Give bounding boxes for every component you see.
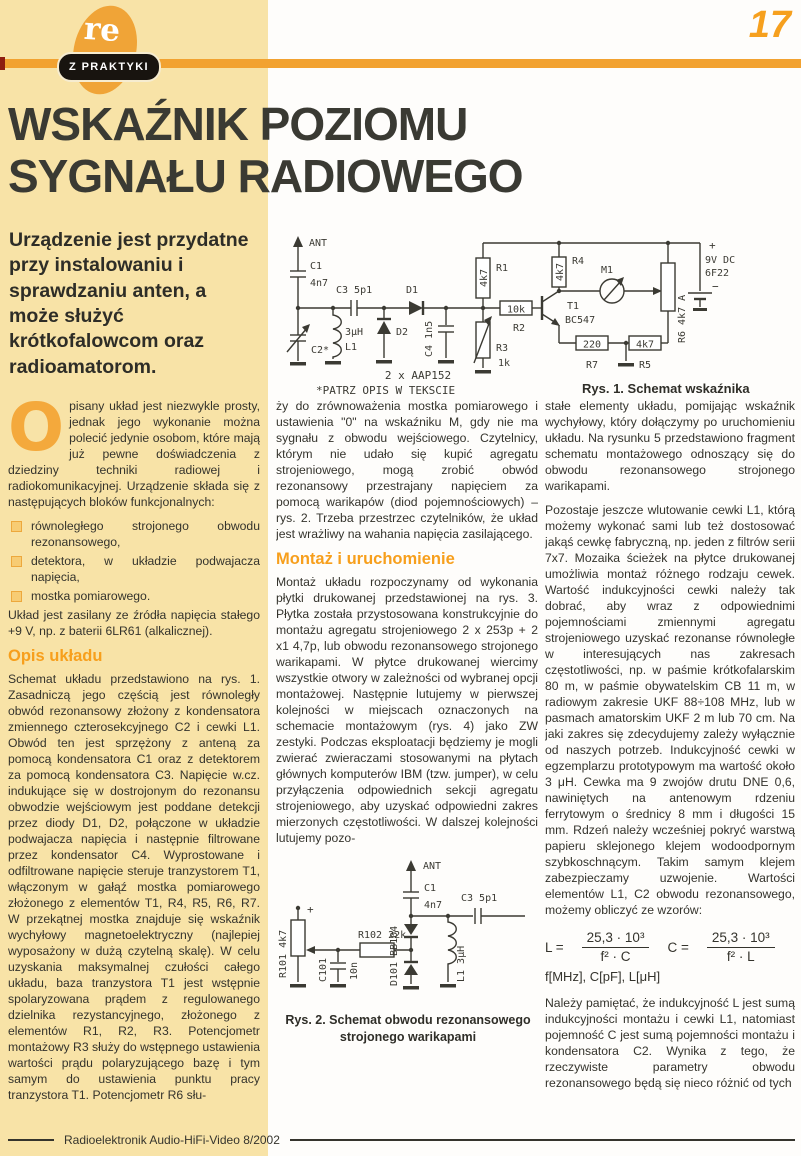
balance-paragraph: ży do zrównoważenia mostka pomiarowego i ustawienia "0" na wskaźniku M, gdy nie ma sygnału z obwodu wejściowego. Czytelnicy, którym nie udało się kupić agregatu strojeniowego, mogą zrobić obwód rezonansowy przestrajany napięciem za pomocą warikapów (diod pojemnościowych) – rys. 2. Trzeba przestrzec czytelników, że układ jest wrażliwy na wahania napięcia zasilającego. bbox=[276, 399, 538, 541]
diode-d2 bbox=[376, 308, 408, 364]
rys2-caption bbox=[278, 1012, 538, 1046]
label-battery: 6F22 bbox=[705, 268, 730, 279]
section-badge-label: Z PRAKTYKI bbox=[69, 61, 149, 73]
label-c101: C101 bbox=[318, 957, 329, 982]
capacitor-c3 bbox=[336, 285, 409, 316]
label-t1-type: BC547 bbox=[565, 315, 596, 326]
capacitor-c3 bbox=[461, 893, 525, 924]
label-l1: L1 bbox=[345, 342, 358, 353]
resistor-r102 bbox=[358, 930, 411, 957]
article-lead: Urządzenie jest przydatne przy instalowaniu i sprawdzaniu anten, a może służyć krótkofalowcom oraz radioamatorom. bbox=[9, 229, 249, 378]
article-title-line1: WSKAŹNIK POZIOMU bbox=[8, 98, 468, 150]
intro-paragraph bbox=[8, 398, 260, 510]
resistor-r2 bbox=[483, 301, 542, 334]
formula-c-fraction bbox=[707, 930, 775, 965]
capacitor-c1 bbox=[403, 883, 442, 916]
label-plus: + bbox=[307, 903, 314, 916]
label-t1: T1 bbox=[567, 301, 580, 312]
list-item bbox=[8, 553, 260, 585]
figure-rys1 bbox=[276, 231, 795, 403]
label-l1-value: 3μH bbox=[345, 327, 364, 338]
label-r5-value: 4k7 bbox=[635, 339, 655, 351]
label-voltage: 9V DC bbox=[705, 255, 736, 266]
label-r3: R3 bbox=[496, 343, 509, 354]
square-bullet-icon bbox=[11, 556, 22, 567]
label-m1: M1 bbox=[601, 265, 614, 276]
label-r4: R4 bbox=[572, 256, 585, 267]
list-item bbox=[8, 518, 260, 550]
label-minus: − bbox=[712, 280, 719, 293]
label-l1: L1 3μH bbox=[456, 945, 467, 982]
note-paragraph: Należy pamiętać, że indukcyjność L jest sumą indukcyjności montażu i cewki L1, natomiast pojemność C jest sumą pojemności montażu i kondensatora C2. Wynika z tego, że rzeczywiste parametry obwodu rezonansowego będą się nieco różnić od tych bbox=[545, 996, 795, 1090]
section-heading-montaz: Montaż i uruchomienie bbox=[276, 550, 455, 568]
square-bullet-icon bbox=[11, 521, 22, 532]
footer-text: Radioelektronik Audio-HiFi-Video 8/2002 bbox=[64, 1133, 280, 1147]
label-r1-value: 4k7 bbox=[479, 268, 490, 288]
label-c1-value: 4n7 bbox=[424, 900, 443, 911]
variable-capacitor-c2 bbox=[287, 324, 329, 366]
formula-l-numerator: 25,3 · 10³ bbox=[582, 930, 650, 948]
list-item-text: detektora, w układzie podwajacza napięcia, bbox=[31, 554, 260, 584]
label-c1-value: 4n7 bbox=[310, 278, 329, 289]
intro-paragraph-text: pisany układ jest niezwykle prosty, jednak jego wykonanie można polecić jedynie osobom, które mają już pewne doświadczenia z dziedziny techniki radiowej i radiokomunikacyjnej. Urządzenie składa się z następujących bloków funkcjonalnych: bbox=[8, 399, 260, 509]
capacitor-c4 bbox=[424, 308, 454, 364]
drop-cap: O bbox=[8, 398, 65, 466]
left-column bbox=[8, 398, 260, 1124]
label-r3-value: 1k bbox=[498, 358, 511, 369]
page-footer bbox=[8, 1133, 795, 1147]
resistor-r1 bbox=[476, 243, 508, 308]
formula-l-denominator: f² · C bbox=[600, 949, 631, 964]
formula-c-numerator: 25,3 · 10³ bbox=[707, 930, 775, 948]
trimmer-r3 bbox=[474, 308, 510, 374]
article-title bbox=[8, 99, 523, 203]
coil-paragraph: Pozostaje jeszcze wlutowanie cewki L1, którą możemy wykonać sami lub też dostosować jakąś cewkę fabryczną, np. jeden z filtrów serii 7x7. Mozaika ścieżek na płytce drukowanej umożliwia montaż różnego rodzaju cewek. Wartość indukcyjności cewki należy tak dobrać, aby wraz z odpowiednimi pojemnościami zmiennymi agregatu strojeniowego uzyskać rezonanse równoległe w interesujących nas zakresach częstotliwości, np. w paśmie krótkofalarskim 80 m, w paśmie obywatelskim CB 11 m, w radiowym zakresie UKF 88÷108 MHz, lub w pasmach amatorskim UKF 2 m lub 70 cm. Na jaki zakres się zdecydujemy zależy wyłącznie od naszych potrzeb. Indukcyjność cewki w egzemplarzu prototypowym ma wartość około 3 μH. Cewka ma 9 zwojów drutu DNE 0,6, nawiniętych na antenowym rdzeniu ferrytowym o średnicy 8 mm i długości 15 mm. Rdzeń należy wcześniej pokryć warstwą papieru sklejonego klejem wodoodpornym szybkoschnącym. Takim samym klejem zabezpieczamy uzwojenie. Wartości elementów L1, C2 obwodu rezonansowego, możemy obliczyć ze wzorów: bbox=[545, 503, 795, 917]
label-c2: C2* bbox=[311, 345, 330, 356]
label-r1: R1 bbox=[496, 263, 509, 274]
diode-d1 bbox=[406, 285, 483, 315]
capacitor-c101 bbox=[318, 948, 360, 988]
formula-c-denominator: f² · L bbox=[726, 949, 755, 964]
label-r7: R7 bbox=[585, 360, 599, 371]
battery-6f22 bbox=[688, 239, 735, 311]
list-item bbox=[8, 588, 260, 604]
label-r101: R101 4k7 bbox=[278, 929, 289, 978]
capacitor-c1 bbox=[290, 261, 328, 335]
label-r5: R5 bbox=[638, 360, 652, 371]
power-paragraph: Układ jest zasilany ze źródła napięcia stałego +9 V, np. z baterii 6LR61 (alkalicznej). bbox=[8, 608, 260, 638]
page-number: 17 bbox=[748, 4, 791, 46]
description-paragraph: Schemat układu przedstawiono na rys. 1. Zasadniczą jego częścią jest równoległy obwód rezonansowy złożony z kondensatora zmiennego czterosekcyjnego C2 i cewki L1. Obwód ten jest sprzężony z anteną za pomocą kondensatora C1 oraz z detektorem za pomocą kondensatora C3. Napięcie w.cz. indukujące się w dostrojonym do rezonansu obwodzie wejściowym jest poddane detekcji przez diody D1, D2, połączone w układzie podwajacza napięcia i następnie filtrowane przez kondensator C4. Wyprostowane i odfiltrowane napięcie steruje tranzystorem T1, włączonym w gałąź mostka pomiarowego złożonego z elementów T1, R4, R5, R6, R7. W przekątnej mostka znajduje się wskaźnik wychyłowy magnetoelektryczny (najlepiej wyposażony w dużą czytelną skalę). W celu uzyskania maksymalnej czułości całego układu, baza tranzystora T1 jest wstępnie spolaryzowana prądem z regulowanego dzielnika rezystancyjnego, złożonego z elementów R1, R2, R3. Potencjometr montażowy R3 służy do wstępnego ustawienia wartości prądu polaryzującego bazę i tym samym do ustawienia punktu pracy tranzystora T1. Potencjometr R6 słu- bbox=[8, 672, 260, 1102]
resistor-r4 bbox=[552, 243, 584, 291]
label-r6: R6 4k7 A bbox=[677, 294, 688, 343]
label-c3: C3 5p1 bbox=[336, 285, 373, 296]
label-d1: D1 bbox=[406, 285, 419, 296]
label-r2-value: 10k bbox=[506, 304, 526, 316]
label-c4: C4 1n5 bbox=[424, 320, 435, 357]
inductor-l1 bbox=[325, 308, 363, 365]
label-c3: C3 5p1 bbox=[461, 893, 498, 904]
transistor-t1 bbox=[542, 291, 595, 343]
note-see-text: *PATRZ OPIS W TEKSCIE bbox=[316, 384, 456, 397]
rys2-caption-line2: strojonego warikapami bbox=[339, 1029, 477, 1044]
remaining-parts-paragraph: stałe elementy układu, pomijając wskaźnik wychyłowy, który dołączymy po uruchomieniu układu. Na rysunku 5 przedstawiono fragment schematu montażowego odnoszący się do obwodu rezonansowego strojonego warikapami. bbox=[545, 399, 795, 493]
label-c101-value: 10n bbox=[349, 961, 360, 980]
article-title-line2: SYGNAŁU RADIOWEGO bbox=[8, 149, 523, 202]
rys1-caption: Rys. 1. Schemat wskaźnika bbox=[582, 381, 750, 396]
label-ant: ANT bbox=[423, 861, 442, 872]
label-r7-value: 220 bbox=[582, 339, 602, 351]
label-ant: ANT bbox=[309, 238, 328, 249]
formula-c-lhs: C = bbox=[667, 939, 689, 955]
assembly-paragraph: Montaż układu rozpoczynamy od wykonania płytki drukowanej przedstawionej na rys. 3. Płytka została przystosowana konstrukcyjnie do montażu agregatu strojeniowego 2 x 253p + 2 x1 4,7p, lub obwodu rezonansowego strojonego warikapami. W płytce drukowanej wiercimy wszystkie otwory w zależności od wybranej opcji montażowej. Następnie lutujemy w pierwszej kolejności w miejscach oznaczonych na schemacie montażowym (rys. 4) jako ZW zestyki. Podczas eksploatacji będziemy je mogli zwierać zwieraczami stosowanymi na płytach głównych komputerów IBM (tzw. jumper), w celu przyłączenia odpowiednich sekcji agregatu strojeniowego, aby uzyskać odpowiedni zakres mierzonych częstotliwości. W dalszej kolejności lutujemy pozo- bbox=[276, 575, 538, 845]
note-diodes: 2 x AAP152 bbox=[384, 369, 452, 382]
footer-rule-long bbox=[290, 1139, 795, 1141]
re-logo-text: re bbox=[82, 10, 122, 50]
print-registration-mark bbox=[0, 57, 5, 70]
middle-column bbox=[276, 398, 538, 1130]
label-d2: D2 bbox=[396, 327, 409, 338]
rys2-schematic bbox=[278, 854, 528, 1006]
label-r2: R2 bbox=[512, 323, 526, 334]
varicap-d101 bbox=[389, 916, 419, 990]
section-heading-opis: Opis układu bbox=[8, 647, 103, 665]
section-badge bbox=[57, 52, 161, 82]
list-item-text: równoległego strojonego obwodu rezonansowego, bbox=[31, 519, 260, 549]
figure-rys2 bbox=[278, 854, 538, 1046]
formula-units: f[MHz], C[pF], L[μH] bbox=[545, 969, 661, 984]
formula-l-fraction bbox=[582, 930, 650, 965]
resistor-r5 bbox=[629, 336, 668, 371]
label-r4-value: 4k7 bbox=[555, 262, 566, 282]
list-item-text: mostka pomiarowego. bbox=[31, 589, 151, 603]
label-c1: C1 bbox=[424, 883, 437, 894]
formula-l-lhs: L = bbox=[545, 939, 564, 955]
footer-rule-short bbox=[8, 1139, 54, 1141]
square-bullet-icon bbox=[11, 591, 22, 602]
label-plus: + bbox=[709, 239, 716, 252]
label-c1: C1 bbox=[310, 261, 323, 272]
right-column bbox=[545, 398, 795, 1124]
potentiometer-r6 bbox=[661, 243, 688, 343]
label-r102: R102 22k bbox=[358, 930, 407, 941]
lc-formula bbox=[545, 930, 795, 965]
rys2-caption-line1: Rys. 2. Schemat obwodu rezonansowego bbox=[285, 1013, 531, 1027]
label-d101: D101 BB104 bbox=[389, 925, 400, 986]
meter-m1 bbox=[559, 265, 662, 303]
inductor-l1 bbox=[440, 916, 467, 988]
rys1-schematic bbox=[276, 231, 795, 399]
